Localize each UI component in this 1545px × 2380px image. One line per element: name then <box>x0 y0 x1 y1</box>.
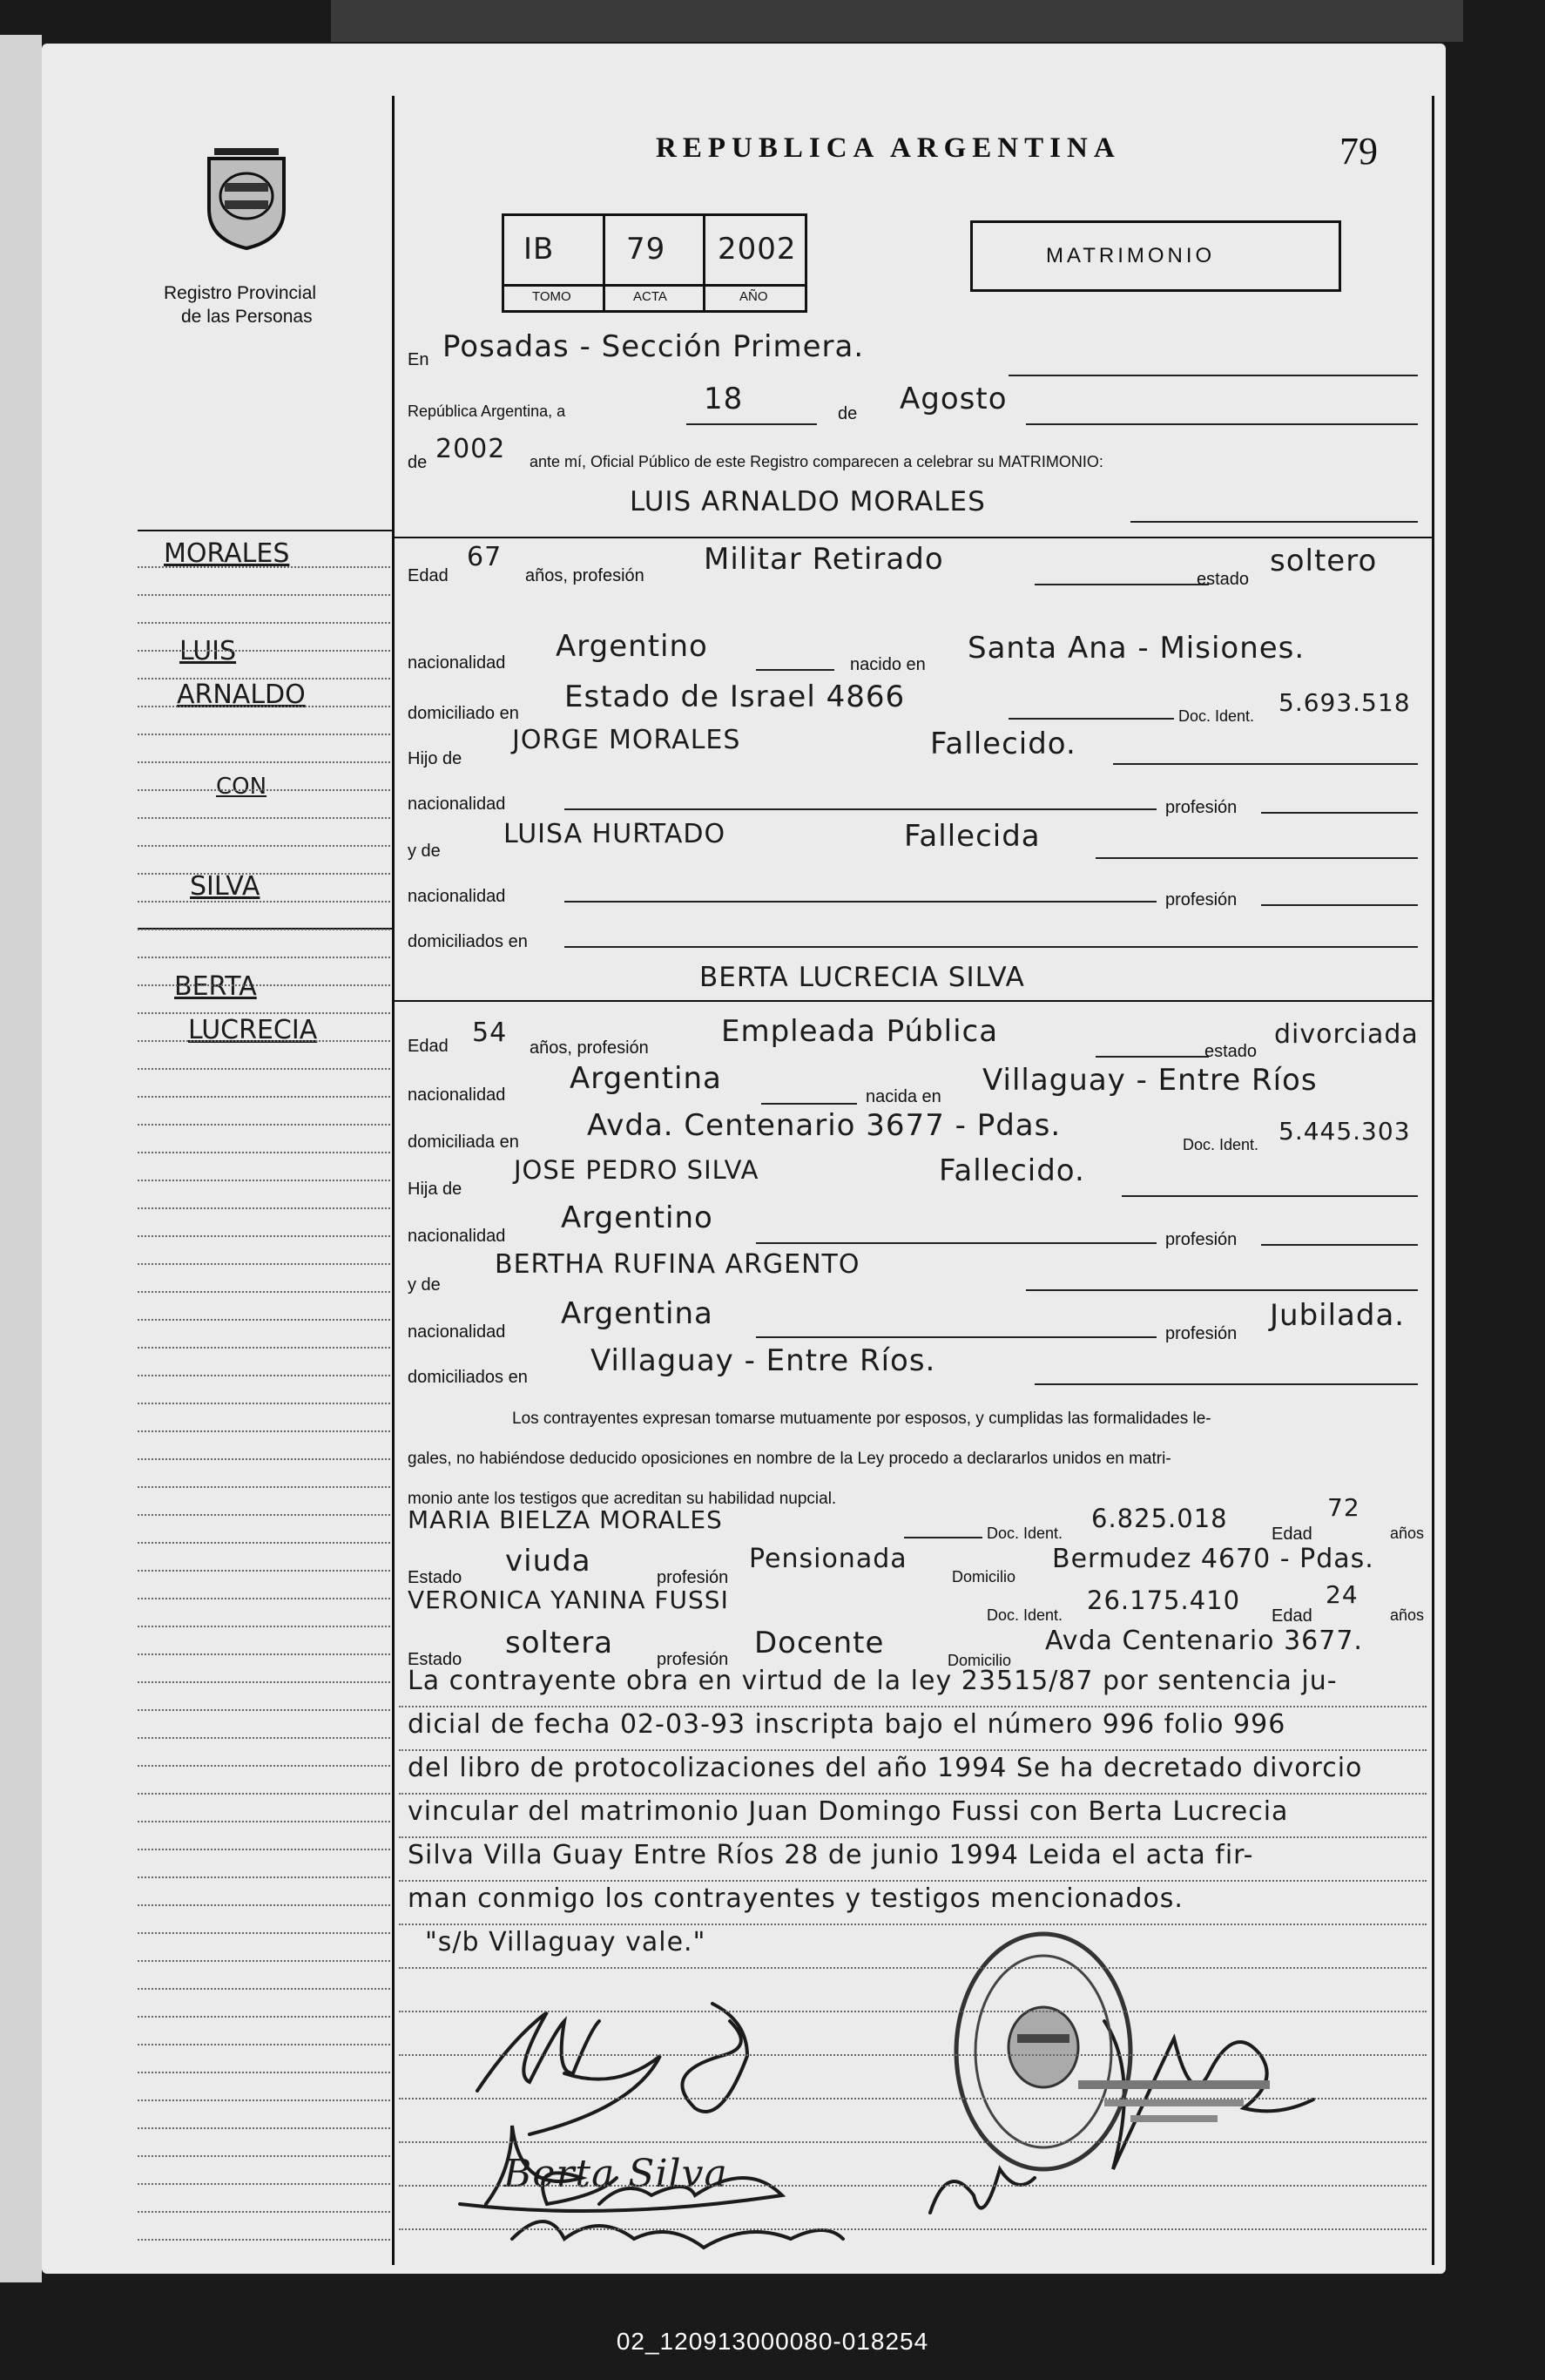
en-label: En <box>408 350 429 369</box>
fill-line <box>1096 1056 1209 1058</box>
margin-ruled-line <box>138 901 390 903</box>
profesion-label: años, profesión <box>530 1038 649 1058</box>
body-ruled-line <box>399 1924 1427 1925</box>
day-value: 18 <box>704 382 744 416</box>
witness-2-status: soltera <box>505 1626 614 1660</box>
ano-label: AÑO <box>739 289 768 304</box>
margin-ruled-line <box>138 1235 390 1237</box>
groom-status: soltero <box>1270 544 1378 578</box>
profesion-label: profesión <box>657 1568 729 1587</box>
margin-ruled-line <box>138 929 390 930</box>
body-ruled-line <box>399 1967 1427 1969</box>
margin-ruled-line <box>138 2016 390 2018</box>
statement: ante mí, Oficial Público de este Registro comparecen a celebrar su MATRIMONIO: <box>530 453 1103 470</box>
estado-label: estado <box>1197 570 1250 589</box>
nacionalidad-label: nacionalidad <box>408 1227 506 1246</box>
body-ruled-line <box>399 1836 1427 1838</box>
witness-2-age: 24 <box>1326 1580 1359 1609</box>
margin-ruled-line <box>138 1932 390 1934</box>
edad-label: Edad <box>1272 1525 1312 1544</box>
margin-surname-bride: SILVA <box>190 871 260 902</box>
de-label: de <box>838 404 858 423</box>
groom-birthplace: Santa Ana - Misiones. <box>968 631 1305 666</box>
margin-rule <box>392 96 395 2265</box>
witness-1-address: Bermudez 4670 - Pdas. <box>1052 1544 1374 1574</box>
tomo-label: TOMO <box>532 289 571 304</box>
anos-label: años <box>1390 1606 1425 1624</box>
margin-ruled-line <box>138 2044 390 2045</box>
margin-first-groom: LUIS <box>179 636 237 666</box>
bride-doc: 5.445.303 <box>1279 1117 1411 1146</box>
bride-address: Avda. Centenario 3677 - Pdas. <box>587 1108 1062 1143</box>
bride-age: 54 <box>472 1018 508 1048</box>
groom-father: JORGE MORALES <box>512 725 741 755</box>
witness-signature <box>682 2004 747 2112</box>
body-ruled-line <box>399 1749 1427 1751</box>
profesion-label: profesión <box>1165 1230 1238 1249</box>
note-line-2: dicial de fecha 02-03-93 inscripta bajo el número 996 folio 996 <box>408 1709 1286 1740</box>
fill-line <box>761 1103 857 1105</box>
fill-line <box>1113 763 1418 765</box>
witness-1-status: viuda <box>505 1544 591 1579</box>
margin-ruled-line <box>138 1626 390 1627</box>
groom-doc: 5.693.518 <box>1279 688 1411 717</box>
hijo-label: Hijo de <box>408 749 462 768</box>
margin-surname-groom: MORALES <box>164 538 290 569</box>
fill-line <box>1122 1195 1418 1197</box>
margin-ruled-line <box>138 1040 390 1042</box>
margin-ruled-line <box>138 1709 390 1711</box>
margin-ruled-line <box>138 761 390 763</box>
fill-line <box>904 1537 982 1538</box>
groom-age: 67 <box>467 542 503 572</box>
margin-ruled-line <box>138 1542 390 1544</box>
anos-label: años <box>1390 1525 1425 1542</box>
margin-ruled-line <box>138 1207 390 1209</box>
margin-ruled-line <box>138 1458 390 1460</box>
fill-line <box>1261 904 1418 906</box>
de-label-2: de <box>408 453 428 472</box>
fill-line <box>1035 1383 1418 1385</box>
record-type-box <box>970 220 1341 292</box>
yde-label: y de <box>408 842 441 861</box>
page-number: 79 <box>1339 130 1378 172</box>
page-edge <box>0 35 42 2282</box>
document-page <box>42 44 1446 2274</box>
fill-line <box>1130 521 1418 523</box>
margin-con: CON <box>216 774 267 800</box>
bride-parents-address: Villaguay - Entre Ríos. <box>590 1343 936 1378</box>
margin-ruled-line <box>138 984 390 986</box>
ano-value: 2002 <box>718 232 797 267</box>
edad-label: Edad <box>408 566 449 585</box>
profesion-label: profesión <box>1165 1324 1238 1343</box>
witness-2-doc: 26.175.410 <box>1087 1586 1241 1615</box>
record-type: MATRIMONIO <box>1046 244 1216 267</box>
witness-1-name: MARIA BIELZA MORALES <box>408 1505 723 1534</box>
fill-line <box>1026 1289 1418 1291</box>
margin-ruled-line <box>138 1403 390 1404</box>
republica-label: República Argentina, a <box>408 402 566 420</box>
body-ruled-line <box>399 2098 1427 2099</box>
margin-ruled-line <box>138 1096 390 1098</box>
groom-signature <box>477 2012 660 2134</box>
witness-1-age: 72 <box>1327 1493 1360 1522</box>
body-ruled-line <box>399 1880 1427 1882</box>
margin-ruled-line <box>138 1821 390 1822</box>
margin-ruled-line <box>138 566 390 568</box>
groom-father-status: Fallecido. <box>930 727 1076 761</box>
margin-ruled-line <box>138 706 390 707</box>
domicilio-label: Domicilio <box>948 1652 1012 1669</box>
margin-ruled-line <box>138 1598 390 1599</box>
fill-line <box>1009 375 1418 376</box>
official-seal-icon <box>948 1925 1139 2178</box>
body-ruled-line <box>399 2228 1427 2230</box>
margin-ruled-line <box>138 1849 390 1850</box>
fill-line <box>1026 423 1418 425</box>
margin-ruled-line <box>138 1570 390 1572</box>
margin-ruled-line <box>138 1960 390 1962</box>
bride-birthplace: Villaguay - Entre Ríos <box>982 1063 1318 1098</box>
body-ruled-line <box>399 1706 1427 1707</box>
body-ruled-line <box>399 2185 1427 2187</box>
bride-signature: Berta Silva <box>503 2152 728 2196</box>
declaration-line-2: gales, no habiéndose deducido oposiciones en nombre de la Ley procedo a declararlos unidos en matri- <box>408 1450 1171 1468</box>
fill-line <box>564 808 1157 810</box>
margin-ruled-line <box>138 650 390 652</box>
profesion-label: profesión <box>657 1650 729 1669</box>
yde-label: y de <box>408 1275 441 1295</box>
note-line-6: man conmigo los contrayentes y testigos mencionados. <box>408 1883 1184 1914</box>
domicilio-label: Domicilio <box>952 1568 1016 1586</box>
fill-line <box>1261 1244 1418 1246</box>
margin-ruled-line <box>138 1012 390 1014</box>
fill-line <box>564 946 1418 948</box>
acta-label: ACTA <box>633 289 667 304</box>
margin-ruled-line <box>138 1737 390 1739</box>
country-heading: REPUBLICA ARGENTINA <box>656 132 1121 164</box>
margin-ruled-line <box>138 594 390 596</box>
nacida-label: nacida en <box>866 1087 941 1106</box>
registry-name-2: de las Personas <box>181 307 313 327</box>
margin-ruled-line <box>138 1876 390 1878</box>
fill-line <box>1035 584 1209 585</box>
image-id-label: 02_120913000080-018254 <box>616 2328 929 2355</box>
note-line-7: "s/b Villaguay vale." <box>425 1927 706 1957</box>
margin-divider <box>138 530 392 531</box>
margin-ruled-line <box>138 2099 390 2101</box>
estado-label: Estado <box>408 1568 462 1587</box>
margin-ruled-line <box>138 1263 390 1265</box>
margin-middle-bride: LUCRECIA <box>188 1015 318 1045</box>
body-ruled-line <box>399 2054 1427 2056</box>
note-line-5: Silva Villa Guay Entre Ríos 28 de junio 1994 Leida el acta fir- <box>408 1840 1254 1870</box>
nacido-label: nacido en <box>850 655 926 674</box>
margin-ruled-line <box>138 1653 390 1655</box>
margin-first-bride: BERTA <box>174 971 257 1002</box>
declaration-line-1: Los contrayentes expresan tomarse mutuamente por esposos, y cumplidas las formalidades le- <box>512 1410 1211 1428</box>
margin-ruled-line <box>138 1291 390 1293</box>
margin-ruled-line <box>138 1988 390 1990</box>
margin-ruled-line <box>138 2127 390 2129</box>
fill-line <box>756 1336 1157 1338</box>
margin-ruled-line <box>138 2072 390 2073</box>
margin-ruled-line <box>138 1793 390 1795</box>
margin-ruled-line <box>138 1152 390 1153</box>
bride-name: BERTA LUCRECIA SILVA <box>699 962 1025 993</box>
margin-ruled-line <box>138 1375 390 1376</box>
margin-ruled-line <box>138 678 390 680</box>
estado-label: estado <box>1204 1042 1258 1061</box>
margin-ruled-line <box>138 873 390 875</box>
margin-ruled-line <box>138 2155 390 2157</box>
bride-mother-profession: Jubilada. <box>1270 1298 1406 1333</box>
margin-middle-groom: ARNALDO <box>177 680 306 710</box>
witness-2-address: Avda Centenario 3677. <box>1045 1626 1363 1656</box>
margin-ruled-line <box>138 2183 390 2185</box>
doc-label: Doc. Ident. <box>1183 1136 1259 1153</box>
hija-label: Hija de <box>408 1180 462 1199</box>
bride-mother-nationality: Argentina <box>561 1296 713 1331</box>
official-stamp-icon <box>1069 2073 1296 2134</box>
doc-label: Doc. Ident. <box>987 1606 1063 1624</box>
doc-label: Doc. Ident. <box>987 1525 1063 1542</box>
profesion-label: profesión <box>1165 798 1238 817</box>
margin-ruled-line <box>138 789 390 791</box>
margin-ruled-line <box>138 1486 390 1488</box>
body-ruled-line <box>399 2141 1427 2143</box>
margin-ruled-line <box>138 1124 390 1126</box>
domiciliados-label: domiciliados en <box>408 932 528 951</box>
groom-mother: LUISA HURTADO <box>503 819 726 849</box>
margin-ruled-line <box>138 1068 390 1070</box>
witness-2-profession: Docente <box>754 1626 885 1660</box>
edad-label: Edad <box>1272 1606 1312 1626</box>
bride-father-nationality: Argentino <box>561 1200 713 1235</box>
domicilio-label: domiciliada en <box>408 1133 519 1152</box>
groom-name: LUIS ARNALDO MORALES <box>630 486 986 517</box>
profesion-label: años, profesión <box>525 566 644 585</box>
margin-ruled-line <box>138 1347 390 1349</box>
fill-line <box>686 423 817 425</box>
note-line-3: del libro de protocolizaciones del año 1994 Se ha decretado divorcio <box>408 1753 1363 1783</box>
profesion-label: profesión <box>1165 890 1238 909</box>
body-ruled-line <box>399 1793 1427 1795</box>
fill-line <box>756 1242 1157 1244</box>
groom-address: Estado de Israel 4866 <box>564 680 906 714</box>
bride-mother: BERTHA RUFINA ARGENTO <box>495 1249 860 1280</box>
edad-label: Edad <box>408 1037 449 1056</box>
estado-label: Estado <box>408 1650 462 1669</box>
doc-label: Doc. Ident. <box>1178 707 1255 725</box>
nacionalidad-label: nacionalidad <box>408 794 506 814</box>
note-line-4: vincular del matrimonio Juan Domingo Fussi con Berta Lucrecia <box>408 1796 1289 1827</box>
coat-of-arms-icon <box>199 139 294 253</box>
margin-ruled-line <box>138 2239 390 2241</box>
margin-ruled-line <box>138 1180 390 1181</box>
witness-2-name: VERONICA YANINA FUSSI <box>408 1586 729 1614</box>
body-ruled-line <box>399 2011 1427 2012</box>
fill-line <box>1261 812 1418 814</box>
margin-ruled-line <box>138 734 390 735</box>
margin-ruled-line <box>138 1430 390 1432</box>
bride-father-status: Fallecido. <box>939 1153 1085 1188</box>
margin-ruled-line <box>138 957 390 958</box>
acta-value: 79 <box>626 232 666 267</box>
fill-line <box>1096 857 1418 859</box>
margin-ruled-line <box>138 817 390 819</box>
witness-1-doc: 6.825.018 <box>1091 1504 1228 1533</box>
margin-ruled-line <box>138 1904 390 1906</box>
bride-father: JOSE PEDRO SILVA <box>514 1155 759 1185</box>
fill-line <box>756 669 834 671</box>
nacionalidad-label: nacionalidad <box>408 887 506 906</box>
record-number-box <box>502 213 807 313</box>
nacionalidad-label: nacionalidad <box>408 653 506 673</box>
domicilio-label: domiciliado en <box>408 704 519 723</box>
tomo-value: IB <box>523 232 555 267</box>
bride-nationality: Argentina <box>570 1061 722 1096</box>
section-rule <box>392 1000 1432 1002</box>
fill-line <box>564 901 1157 903</box>
margin-ruled-line <box>138 1514 390 1516</box>
year-value: 2002 <box>435 434 506 464</box>
declaration-line-3: monio ante los testigos que acreditan su habilidad nupcial. <box>408 1490 837 1508</box>
margin-ruled-line <box>138 845 390 847</box>
bride-status: divorciada <box>1274 1019 1419 1050</box>
margin-ruled-line <box>138 1681 390 1683</box>
place-value: Posadas - Sección Primera. <box>442 329 865 364</box>
month-value: Agosto <box>900 382 1008 416</box>
groom-nationality: Argentino <box>556 629 708 664</box>
domiciliados-label: domiciliados en <box>408 1368 528 1387</box>
nacionalidad-label: nacionalidad <box>408 1085 506 1105</box>
fill-line <box>1009 718 1174 720</box>
margin-ruled-line <box>138 1319 390 1321</box>
note-line-1: La contrayente obra en virtud de la ley 23515/87 por sentencia ju- <box>408 1666 1338 1696</box>
nacionalidad-label: nacionalidad <box>408 1322 506 1342</box>
margin-ruled-line <box>138 2211 390 2213</box>
witness-1-profession: Pensionada <box>749 1544 907 1574</box>
margin-ruled-line <box>138 1765 390 1767</box>
parent-signature <box>512 2221 843 2248</box>
margin-ruled-line <box>138 622 390 624</box>
book-edge <box>331 0 1463 42</box>
groom-profession: Militar Retirado <box>704 542 944 577</box>
groom-mother-status: Fallecida <box>904 819 1041 854</box>
section-rule <box>392 537 1432 538</box>
registry-name: Registro Provincial <box>164 283 317 303</box>
bride-profession: Empleada Pública <box>721 1014 999 1049</box>
